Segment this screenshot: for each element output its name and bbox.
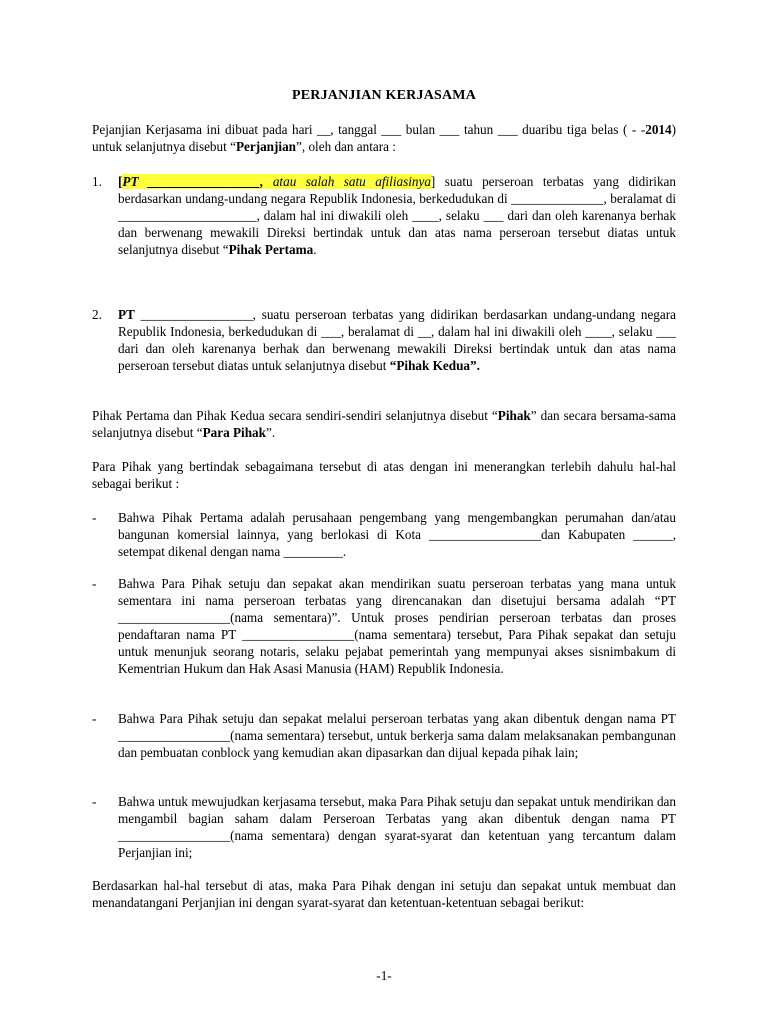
bullet-dash-2: - [92,576,97,591]
party2-paragraph [118,306,676,374]
intro-line1: Pejanjian Kerjasama ini dibuat pada hari __, tanggal ___ bulan ___ tahun ___ duaribu tiga [92,122,587,137]
party1-end: . [313,242,317,257]
bullet-text-3: Bahwa Para Pihak setuju dan sepakat melalui perseroan terbatas yang akan dibentuk dengan nama PT _________________(nama sementara) tersebut, untuk berkerja sama dalam melaksanakan pembangunan dan pembuatan conblock yang kemudian akan dipasarkan dan dijual kepada pihak lain; [118,711,676,760]
party1-close-bracket: ] [430,174,436,189]
intro-line2c: ”, oleh dan antara : [296,139,396,154]
bullet-dash-1: - [92,510,97,525]
party1-highlight [122,174,431,189]
para-pihak-c: ”. [265,425,276,440]
party1-affiliate: atau salah satu afiliasinya [263,174,431,189]
para-pihak-a: Pihak Pertama dan Pihak Kedua secara sendiri-sendiri selanjutnya disebut “ [92,408,498,423]
bullet-text-4: Bahwa untuk mewujudkan kerjasama tersebut, maka Para Pihak setuju dan sepakat untuk mendirikan dan mengambil bagian saham dalam Perseroan Terbatas yang akan dibentuk dengan nama PT _________________(nama sementara) dengan syarat-syarat dan ketentuan yang tercantum dalam Perjanjian ini; [118,794,676,860]
party1-pihak-pertama: Pihak Pertama [228,242,314,257]
document-title: PERJANJIAN KERJASAMA [291,88,477,103]
party1-paragraph [118,173,676,258]
party1-number: 1. [92,174,102,189]
intro-perjanjian: Perjanjian [235,139,297,154]
bullet-dash-4: - [92,794,97,809]
bullet-text-2: Bahwa Para Pihak setuju dan sepakat akan mendirikan suatu perseroan terbatas yang mana untuk sementara ini nama perseroan terbatas yang direncanakan dan disetujui bersama adalah “PT _________________(nama sementara)”. Untuk proses pendirian perseroan terbatas dan proses pendaftaran nama PT _________________(nama sementara) tersebut, Para Pihak sepakat dan setuju untuk menunjuk seorang notaris, selaku pejabat pemerintah yang mempunyai akses sisnimbakum di Kementrian Hukum dan Hak Asasi Manusia (HAM) Republik Indonesia. [118,576,676,676]
intro-year: 2014 [645,122,672,137]
para-pihak-pihak: Pihak [497,408,531,423]
intro-line2a: belas ( - - [591,122,646,137]
para-pihak-b: ” dan secara bersama-sama selanjutnya disebut “ [92,408,676,440]
closing-paragraph: Berdasarkan hal-hal tersebut di atas, maka Para Pihak dengan ini setuju dan sepakat untuk membuat dan menandatangani Perjanjian ini dengan syarat-syarat dan ketentuan-ketentuan sebagai berikut: [92,878,676,910]
party2-number: 2. [92,307,102,322]
party1-text: suatu perseroan terbatas yang didirikan berdasarkan undang-undang negara Republik Indonesia, berkedudukan di ______________, beralamat di _____________________, dalam hal ini diwakili oleh ____, selaku ___ dari dan oleh karenanya berhak dan berwenang mewakili Direksi bertindak untuk dan atas nama perseroan tersebut diatas untuk selanjutnya disebut “ [118,174,676,257]
para-pihak-paragraph [92,407,676,441]
para-pihak-term: Para Pihak [202,425,266,440]
recital-intro: Para Pihak yang bertindak sebagaimana tersebut di atas dengan ini menerangkan terlebih dahulu hal-hal sebagai berikut : [92,459,676,491]
intro-line2b: ) untuk selanjutnya disebut “ [92,122,676,154]
page-number: -1- [376,968,392,983]
party1-pt-label: PT _________________, [122,174,264,189]
party1-open-bracket: [ [118,174,123,189]
bullet-dash-3: - [92,711,97,726]
party2-pt-label: PT [118,307,135,322]
intro-paragraph [92,121,676,155]
bullet-text-1: Bahwa Pihak Pertama adalah perusahaan pengembang yang mengembangkan perumahan dan/atau bangunan komersial lainnya, yang berlokasi di Kota _________________dan Kabupaten ______, setempat dikenal dengan nama _________. [118,510,676,559]
party2-text: _________________, suatu perseroan terbatas yang didirikan berdasarkan undang-undang negara Republik Indonesia, berkedudukan di ___, beralamat di __, dalam hal ini diwakili oleh ____, selaku ___ dari dan oleh karenanya berhak dan berwenang mewakili Direksi bertindak untuk dan atas nama perseroan tersebut diatas untuk selanjutnya disebut [118,307,676,373]
party2-pihak-kedua: “Pihak Kedua”. [389,358,480,373]
